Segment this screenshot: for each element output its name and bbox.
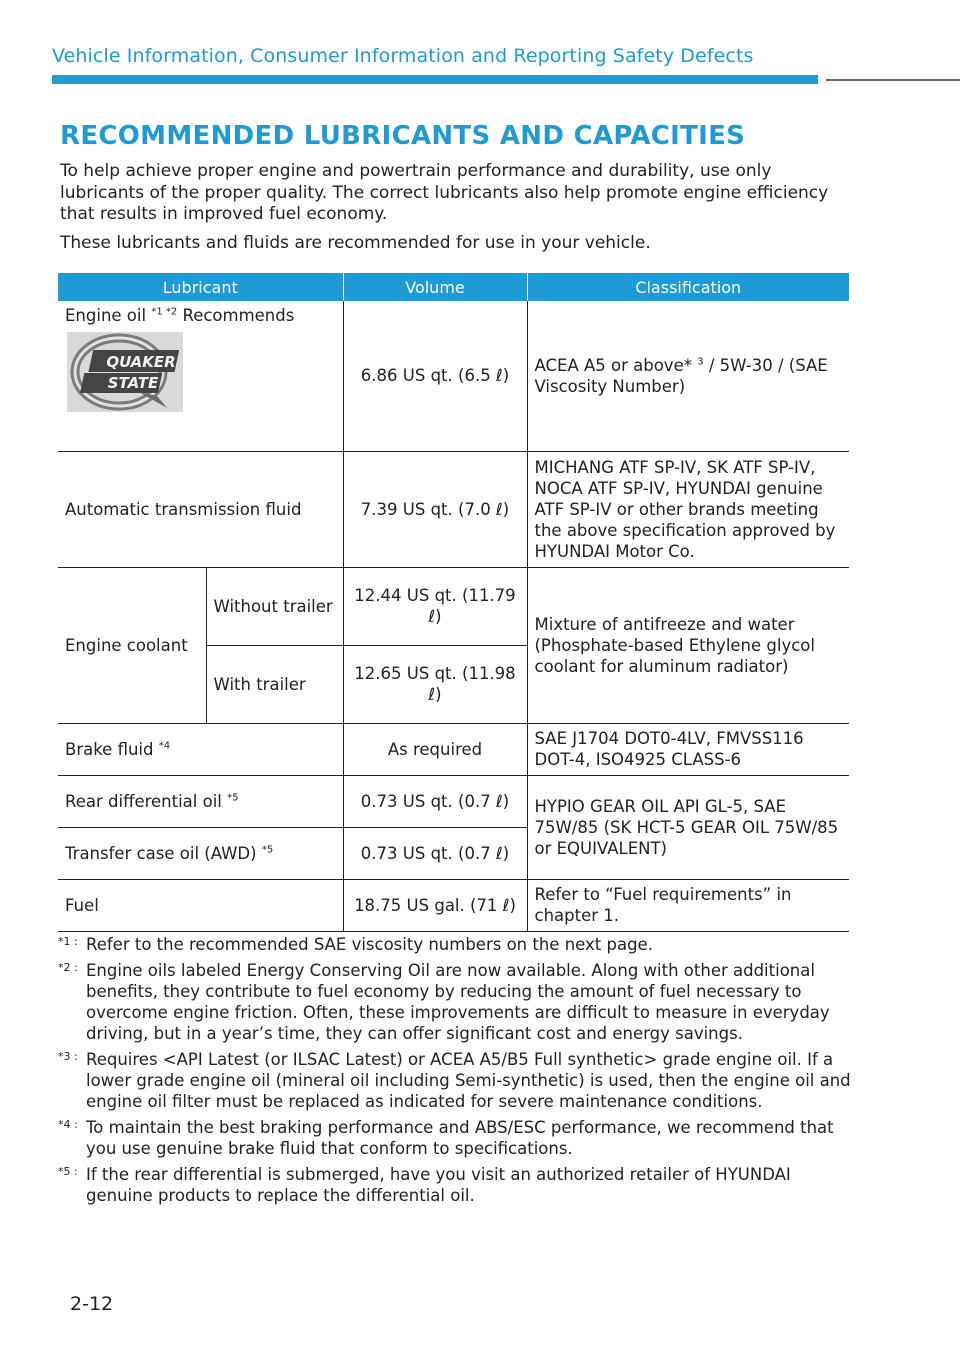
footnote-2: *2 : Engine oils labeled Energy Conserving Oil are now available. Along with other additional benefits, they contribute to fuel economy by reducing the amount of fuel necessary to overcome engine friction. Often, these improvements are difficult to measure in everyday driving, but in a year’s time, they can offer significant cost and energy savings. [58,961,830,1043]
engine-oil-label: Engine oil [65,306,147,325]
footnote-5: *5 : If the rear differential is submerged, have you visit an authorized retailer of HYUNDAI genuine products to replace the differential oil. [58,1165,791,1205]
rear-diff-label: Rear differential oil $^{*5}$ [58,775,343,827]
engine-oil-classification: ACEA A5 or above* $^3$ / 5W-30 / (SAE Viscosity Number) [527,301,849,451]
coolant-without-trailer-label: Without trailer [206,567,343,645]
table-row [58,723,849,775]
intro-paragraph: To help achieve proper engine and powertrain performance and durability, use only lubricants of the proper quality. The correct lubricants also help promote engine efficiency that results in improved fuel economy. [60,161,829,224]
fuel-classification: Refer to “Fuel requirements” in chapter 1. [527,879,849,931]
running-header: Vehicle Information, Consumer Information and Reporting Safety Defects [52,45,754,67]
brake-fluid-volume: As required [343,723,527,775]
header-classification: Classification [527,273,849,301]
coolant-with-trailer-label: With trailer [206,645,343,723]
logo-text-state: STATE [107,374,159,392]
table-row [58,879,849,931]
table-header-row [58,273,849,301]
transfer-case-label: Transfer case oil (AWD) $^{*5}$ [58,827,343,879]
quaker-state-logo [67,332,183,412]
transfer-case-volume: 0.73 US qt. (0.7 ℓ) [343,827,527,879]
header-accent-bar [52,75,818,84]
header-lubricant: Lubricant [58,273,343,301]
header-rule [826,79,960,81]
header-volume: Volume [343,273,527,301]
footnote-4: *4 : To maintain the best braking performance and ABS/ESC performance, we recommend that you use genuine brake fluid that conform to specifications. [58,1118,834,1158]
brake-fluid-label: Brake fluid $^{*4}$ [58,723,343,775]
coolant-label: Engine coolant [58,567,206,723]
coolant-without-trailer-volume: 12.44 US qt. (11.79 ℓ) [343,567,527,645]
logo-text-quaker: QUAKER [106,353,176,371]
atf-classification: MICHANG ATF SP-IV, SK ATF SP-IV, NOCA ATF SP-IV, HYUNDAI genuine ATF SP-IV or other brands meeting the above specification approved by HYUNDAI Motor Co. [527,451,849,567]
fuel-volume: 18.75 US gal. (71 ℓ) [343,879,527,931]
section-title: RECOMMENDED LUBRICANTS AND CAPACITIES [60,121,746,151]
table-row [58,451,849,567]
engine-oil-volume: 6.86 US qt. (6.5 ℓ) [343,301,527,451]
recommends-label: Recommends [182,306,295,325]
lubricants-table [58,273,849,932]
table-row [58,301,849,451]
atf-volume: 7.39 US qt. (7.0 ℓ) [343,451,527,567]
page-number: 2-12 [70,1293,114,1315]
rear-diff-volume: 0.73 US qt. (0.7 ℓ) [343,775,527,827]
footnotes [58,934,858,1211]
footnote-ref: *1 *2 [151,306,178,318]
brake-fluid-classification: SAE J1704 DOT0-4LV, FMVSS116 DOT-4, ISO4925 CLASS-6 [527,723,849,775]
footnote-3: *3 : Requires <API Latest (or ILSAC Latest) or ACEA A5/B5 Full synthetic> grade engine oil. If a lower grade engine oil (mineral oil including Semi-synthetic) is used, then the engine oil and engine oil filter must be replaced as indicated for severe maintenance conditions. [58,1050,851,1111]
fuel-label: Fuel [58,879,343,931]
coolant-classification: Mixture of antifreeze and water (Phosphate-based Ethylene glycol coolant for aluminum radiator) [527,567,849,723]
intro-paragraph-2: These lubricants and fluids are recommended for use in your vehicle. [60,233,651,253]
footnote-1: *1 : Refer to the recommended SAE viscosity numbers on the next page. [58,935,653,954]
coolant-with-trailer-volume: 12.65 US qt. (11.98 ℓ) [343,645,527,723]
table-row [58,775,849,827]
table-row [58,567,849,645]
engine-oil-cell [58,301,343,451]
atf-label: Automatic transmission fluid [58,451,343,567]
gear-oil-classification: HYPIO GEAR OIL API GL-5, SAE 75W/85 (SK HCT-5 GEAR OIL 75W/85 or EQUIVALENT) [527,775,849,879]
